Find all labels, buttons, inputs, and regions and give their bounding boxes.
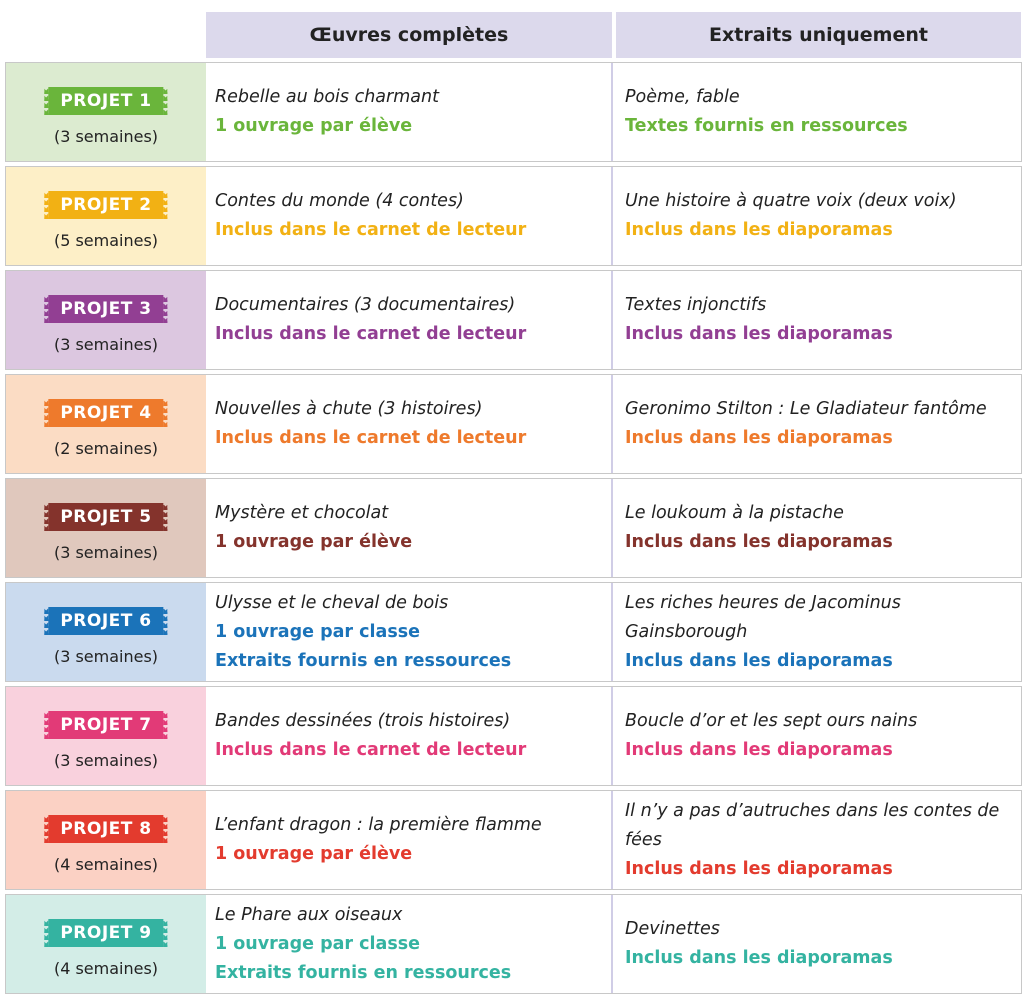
project-duration: (3 semaines) [53,127,159,146]
book-title: Une histoire à quatre voix (deux voix) [625,191,957,211]
project-duration: (3 semaines) [53,751,159,770]
project-row [5,374,1022,474]
project-row [5,270,1022,370]
project-tag: PROJET 4 [48,399,163,427]
project-row [5,790,1022,890]
project-label-cell [6,791,206,889]
project-label-cell [6,271,206,369]
availability-note: Extraits fournis en ressources [215,650,512,671]
extraits-cell [617,167,1021,265]
project-duration: (2 semaines) [53,439,159,458]
book-title: Contes du monde (4 contes) [215,191,464,211]
project-label-cell [6,63,206,161]
availability-note: Extraits fournis en ressources [215,962,512,983]
book-title: Le Phare aux oiseaux [215,904,403,925]
availability-note: 1 ouvrage par élève [215,532,413,552]
project-duration: (3 semaines) [53,335,159,354]
project-duration: (3 semaines) [53,543,159,562]
project-tag: PROJET 8 [48,815,163,843]
availability-note: Inclus dans les diaporamas [625,428,893,448]
oeuvres-completes-cell [207,583,613,681]
book-title: Rebelle au bois charmant [215,87,439,107]
availability-note: Textes fournis en ressources [625,116,908,136]
project-label-cell [6,375,206,473]
extraits-cell [617,583,1021,681]
project-label-cell [6,167,206,265]
book-title: Boucle d’or et les sept ours nains [625,711,918,731]
project-label-cell [6,687,206,785]
project-label-cell [6,479,206,577]
extraits-cell [617,271,1021,369]
project-duration: (5 semaines) [53,231,159,250]
project-row [5,894,1022,994]
book-title: Mystère et chocolat [215,503,389,523]
book-title: Le loukoum à la pistache [625,503,844,523]
project-row [5,582,1022,682]
availability-note: Inclus dans les diaporamas [625,740,893,760]
extraits-cell [617,375,1021,473]
book-title: Bandes dessinées (trois histoires) [215,711,511,731]
availability-note: Inclus dans le carnet de lecteur [215,220,527,240]
oeuvres-completes-cell [207,63,613,161]
availability-note: 1 ouvrage par élève [215,844,413,864]
availability-note: Inclus dans les diaporamas [625,948,893,968]
availability-note: 1 ouvrage par élève [215,116,413,136]
oeuvres-completes-cell [207,479,613,577]
availability-note: Inclus dans les diaporamas [625,532,893,552]
project-row [5,478,1022,578]
book-title: Textes injonctifs [625,295,767,315]
extraits-cell [617,895,1021,993]
book-title: Documentaires (3 documentaires) [215,295,516,315]
book-title: Ulysse et le cheval de bois [215,592,449,613]
project-duration: (3 semaines) [53,647,159,666]
project-tag: PROJET 7 [48,711,163,739]
project-duration: (4 semaines) [53,855,159,874]
header-oeuvres-completes: Œuvres complètes [206,12,612,58]
project-tag: PROJET 3 [48,295,163,323]
oeuvres-completes-cell [207,167,613,265]
availability-note: Inclus dans les diaporamas [625,858,893,879]
project-row [5,62,1022,162]
extraits-cell [617,63,1021,161]
book-title: Il n’y a pas d’autruches dans les contes de fées [625,800,1000,850]
oeuvres-completes-cell [207,791,613,889]
extraits-cell [617,687,1021,785]
project-tag: PROJET 6 [48,607,163,635]
project-tag: PROJET 2 [48,191,163,219]
project-tag: PROJET 5 [48,503,163,531]
project-row [5,166,1022,266]
book-title: Nouvelles à chute (3 histoires) [215,399,483,419]
oeuvres-completes-cell [207,895,613,993]
availability-note: Inclus dans les diaporamas [625,324,893,344]
project-label-cell [6,583,206,681]
availability-note: 1 ouvrage par classe [215,933,421,954]
book-title: Poème, fable [625,87,740,107]
project-row [5,686,1022,786]
project-tag: PROJET 1 [48,87,163,115]
availability-note: Inclus dans le carnet de lecteur [215,324,527,344]
oeuvres-completes-cell [207,375,613,473]
project-duration: (4 semaines) [53,959,159,978]
oeuvres-completes-cell [207,271,613,369]
extraits-cell [617,791,1021,889]
project-tag: PROJET 9 [48,919,163,947]
oeuvres-completes-cell [207,687,613,785]
header-extraits-uniquement: Extraits uniquement [616,12,1021,58]
availability-note: 1 ouvrage par classe [215,621,421,642]
book-title: Geronimo Stilton : Le Gladiateur fantôme [625,399,987,419]
book-title: Devinettes [625,919,720,939]
extraits-cell [617,479,1021,577]
availability-note: Inclus dans le carnet de lecteur [215,740,527,760]
book-title: Les riches heures de Jacominus Gainsborough [625,592,901,642]
availability-note: Inclus dans les diaporamas [625,220,893,240]
availability-note: Inclus dans le carnet de lecteur [215,428,527,448]
project-label-cell [6,895,206,993]
availability-note: Inclus dans les diaporamas [625,650,893,671]
book-title: L’enfant dragon : la première flamme [215,815,542,835]
